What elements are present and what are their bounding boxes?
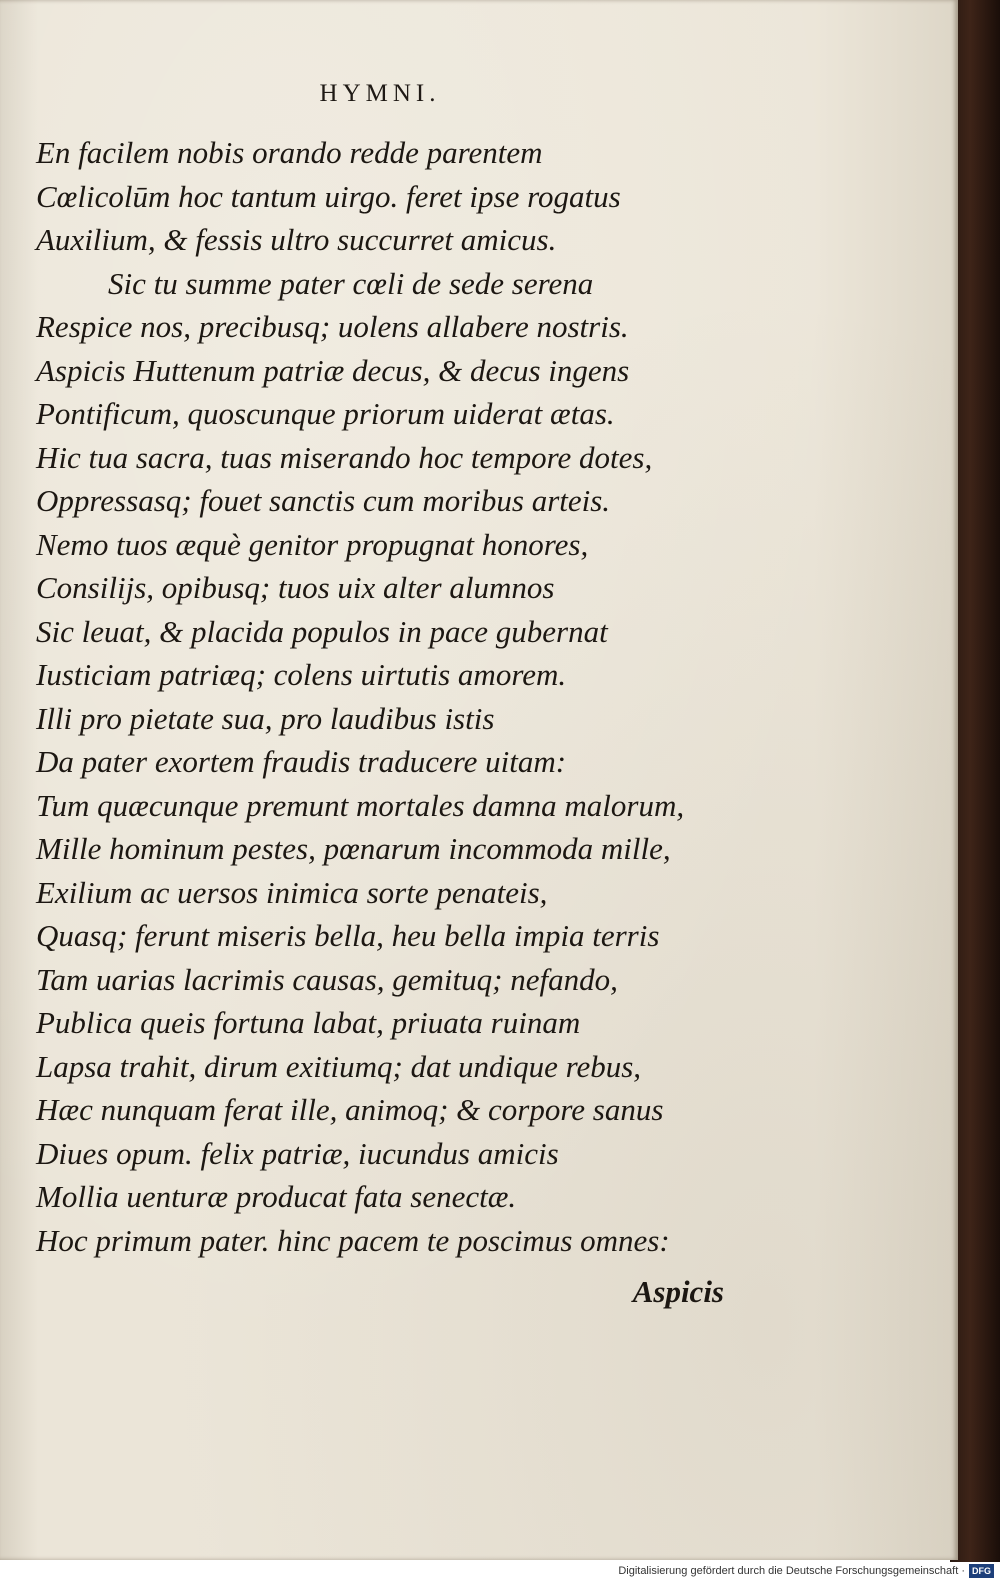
verse-line: Auxilium, & fessis ultro succurret amicus. — [36, 222, 557, 257]
running-header: HYMNI. — [319, 80, 441, 107]
digitization-footer — [0, 1562, 1000, 1581]
verse-line: Diues opum. felix patriæ, iucundus amicis — [36, 1135, 559, 1171]
verse-line: Respice nos, precibusq; uolens allabere nostris. — [36, 309, 629, 344]
verse-line: Tum quæcunque premunt mortales damna malorum, — [36, 787, 685, 823]
catchword: Aspicis — [632, 1274, 724, 1309]
verse-line: Publica queis fortuna labat, priuata ruinam — [36, 1005, 581, 1040]
verse-line: En facilem nobis orando redde parentem — [36, 135, 543, 170]
verse-line: Hæc nunquam ferat ille, animoq; & corpore sanus — [36, 1092, 664, 1127]
verse-line: Hic tua sacra, tuas miserando hoc tempore dotes, — [36, 439, 653, 475]
funding-credit: Digitalisierung gefördert durch die Deutsche Forschungsgemeinschaft · — [618, 1565, 965, 1577]
verse-line: Quasq; ferunt miseris bella, heu bella impia terris — [36, 918, 660, 953]
verse-line: Illi pro pietate sua, pro laudibus istis — [36, 700, 495, 736]
verse-line: Da pater exortem fraudis traducere uitam: — [36, 744, 567, 779]
dfg-logo: DFG — [969, 1564, 994, 1578]
verse-line: Tam uarias lacrimis causas, gemituq; nefando, — [36, 961, 618, 997]
verse-line: Mille hominum pestes, pœnarum incommoda mille, — [36, 831, 671, 866]
verse-line: Exilium ac uersos inimica sorte penateis, — [36, 874, 548, 910]
verse-line: Aspicis Huttenum patriæ decus, & decus ingens — [36, 352, 630, 388]
verse-block — [36, 131, 776, 1262]
verse-line: Mollia uenturæ producat fata senectæ. — [36, 1179, 517, 1214]
verse-line: Sic leuat, & placida populos in pace gubernat — [36, 613, 608, 649]
verse-line: Consilijs, opibusq; tuos uix alter alumnos — [36, 570, 555, 605]
verse-line: Oppressasq; fouet sanctis cum moribus arteis. — [36, 483, 611, 518]
verse-line: Nemo tuos æquè genitor propugnat honores, — [36, 526, 589, 562]
verse-line: Hoc primum pater. hinc pacem te poscimus omnes: — [36, 1222, 670, 1258]
verse-line: Lapsa trahit, dirum exitiumq; dat undique rebus, — [36, 1048, 642, 1084]
verse-line: Iusticiam patriæq; colens uirtutis amorem. — [36, 657, 567, 692]
verse-line: Cœlicolūm hoc tantum uirgo. feret ipse rogatus — [36, 178, 621, 214]
verse-line: Sic tu summe pater cœli de sede serena — [108, 265, 594, 301]
verse-line: Pontificum, quoscunque priorum uiderat ætas. — [36, 396, 615, 431]
